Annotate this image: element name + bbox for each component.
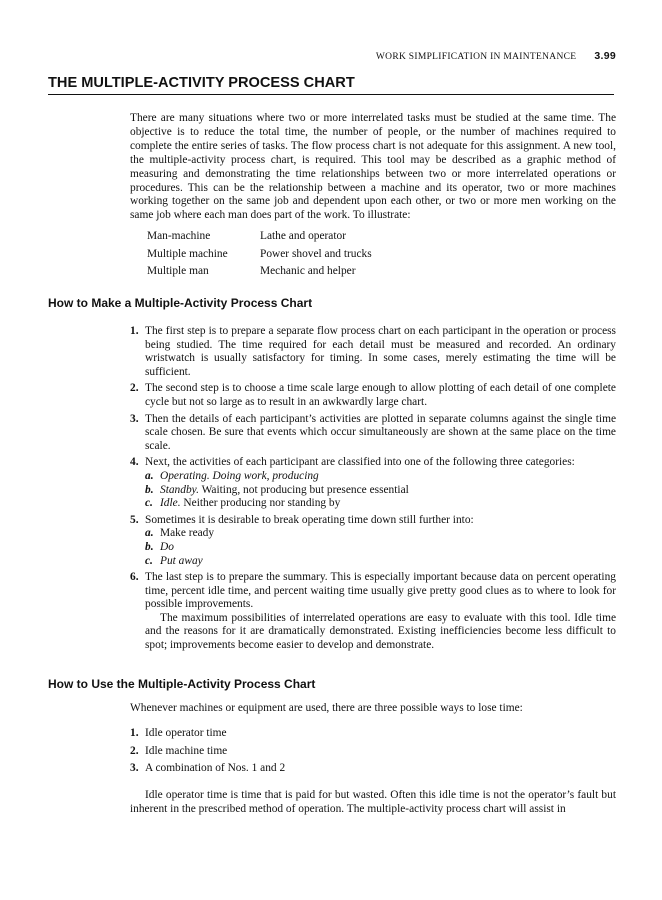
breakdown-letter: c. bbox=[145, 554, 153, 567]
example-instance: Power shovel and trucks bbox=[260, 247, 372, 260]
step-text: The last step is to prepare the summary. This is especially important because data on percent operating time, percent idle time, and percent waiting time usually give pretty good clues as to where to look for possible improvements. bbox=[145, 571, 616, 611]
way-item bbox=[130, 762, 616, 780]
step-item bbox=[130, 325, 616, 379]
way-number: 2. bbox=[130, 744, 139, 757]
operating-breakdown-list bbox=[145, 527, 616, 568]
step-number: 3. bbox=[130, 412, 139, 425]
category-letter: a. bbox=[145, 469, 154, 482]
way-item bbox=[130, 727, 616, 745]
how-to-use-heading: How to Use the Multiple-Activity Process Chart bbox=[48, 677, 316, 691]
step-text: The first step is to prepare a separate flow process chart on each participant in the operation or process being studied. The time required for each detail must be measured and recorded. An ordinary wristwatch is usually satisfactory for timing. In some cases, merely estimating the time will be sufficient. bbox=[145, 325, 616, 378]
step-number: 4. bbox=[130, 456, 139, 469]
closing-paragraph: The maximum possibilities of interrelated operations are easy to evaluate with this tool. Idle time and the reasons for it are dramatically demonstrated. Existing inefficiencies become less difficult to spot; improvements become easier to develop and demonstrate. bbox=[145, 611, 616, 652]
lead-text: Whenever machines or equipment are used, there are three possible ways to lose time: bbox=[130, 702, 523, 714]
step-item bbox=[130, 413, 616, 454]
step-item bbox=[130, 456, 616, 510]
ways-list bbox=[130, 727, 616, 780]
intro-text: There are many situations where two or more interrelated tasks must be studied at the same time. The objective is to reduce the total time, the number of people, or the number of machines required to complete the entire series of tasks. The flow process chart is not adequate for this assignment. A new tool, the multiple-activity process chart, is required. This tool may be described as a graphic method of measuring and demonstrating the time relationships between two or more interrelated operations or procedures. This can be the relationship between a machine and its operator, two or more machines working together on the same job and dependent upon each other, or two or more men working on the same job where each man does part of the work. To illustrate: bbox=[130, 112, 616, 222]
step-number: 1. bbox=[130, 325, 139, 337]
page-number: 3.99 bbox=[594, 50, 616, 62]
breakdown-letter: a. bbox=[145, 527, 154, 540]
intro-paragraph bbox=[130, 112, 616, 223]
way-text: A combination of Nos. 1 and 2 bbox=[145, 762, 286, 774]
example-instance: Mechanic and helper bbox=[260, 265, 356, 277]
category-letter: c. bbox=[145, 497, 153, 510]
category-desc: Waiting, not producing but presence essential bbox=[201, 483, 409, 496]
step-number: 5. bbox=[130, 513, 139, 526]
step-number: 2. bbox=[130, 382, 139, 395]
steps-list bbox=[130, 325, 616, 656]
breakdown-text: Put away bbox=[160, 554, 203, 567]
step-item bbox=[130, 382, 616, 409]
way-text: Idle operator time bbox=[145, 727, 227, 739]
category-term: Operating. bbox=[160, 469, 210, 482]
running-title: WORK SIMPLIFICATION IN MAINTENANCE bbox=[375, 52, 577, 62]
category-item bbox=[145, 497, 616, 511]
step-text: Next, the activities of each participant are classified into one of the following three categories: bbox=[145, 456, 575, 469]
example-type: Man-machine bbox=[147, 230, 211, 242]
step-text: Then the details of each participant’s activities are plotted in separate columns against the single time scale chosen. Be sure that events which occur simultaneously are shown at the same place on the time scale. bbox=[145, 412, 616, 452]
step-item bbox=[130, 514, 616, 568]
step-text: Sometimes it is desirable to break operating time down still further into: bbox=[145, 513, 474, 526]
final-text: Idle operator time is time that is paid for but wasted. Often this idle time is not the operator’s fault but inherent in the prescribed method of operation. The multiple-activity process chart will assist in bbox=[130, 789, 616, 815]
step-item bbox=[130, 571, 616, 653]
category-list bbox=[145, 470, 616, 511]
breakdown-letter: b. bbox=[145, 540, 154, 553]
category-term: Standby. bbox=[160, 483, 199, 496]
category-item bbox=[145, 484, 616, 498]
example-row bbox=[147, 230, 372, 248]
examples-table bbox=[147, 230, 372, 283]
breakdown-item bbox=[145, 527, 616, 541]
breakdown-text: Do bbox=[160, 540, 174, 553]
final-paragraph bbox=[130, 789, 616, 817]
breakdown-text: Make ready bbox=[160, 527, 215, 540]
category-desc: Neither producing nor standing by bbox=[183, 497, 341, 510]
way-item bbox=[130, 745, 616, 763]
category-term: Idle. bbox=[160, 497, 181, 510]
step-number: 6. bbox=[130, 571, 139, 584]
way-number: 1. bbox=[130, 727, 139, 739]
category-desc: Doing work, producing bbox=[212, 469, 319, 482]
breakdown-item bbox=[145, 541, 616, 555]
way-number: 3. bbox=[130, 762, 139, 774]
example-instance: Lathe and operator bbox=[260, 230, 347, 242]
section-title: THE MULTIPLE-ACTIVITY PROCESS CHART bbox=[48, 75, 614, 95]
running-header bbox=[376, 50, 616, 62]
step-text: The second step is to choose a time scale large enough to allow plotting of each detail of one complete cycle but not so large as to result in an awkwardly large chart. bbox=[145, 382, 616, 408]
example-type: Multiple man bbox=[147, 265, 209, 277]
how-to-use-lead bbox=[130, 702, 616, 716]
breakdown-item bbox=[145, 555, 616, 569]
category-item bbox=[145, 470, 616, 484]
example-row bbox=[147, 248, 372, 266]
how-to-make-heading: How to Make a Multiple-Activity Process Chart bbox=[48, 296, 313, 310]
example-type: Multiple machine bbox=[147, 247, 228, 260]
category-letter: b. bbox=[145, 483, 154, 496]
example-row bbox=[147, 265, 372, 283]
way-text: Idle machine time bbox=[145, 744, 228, 757]
